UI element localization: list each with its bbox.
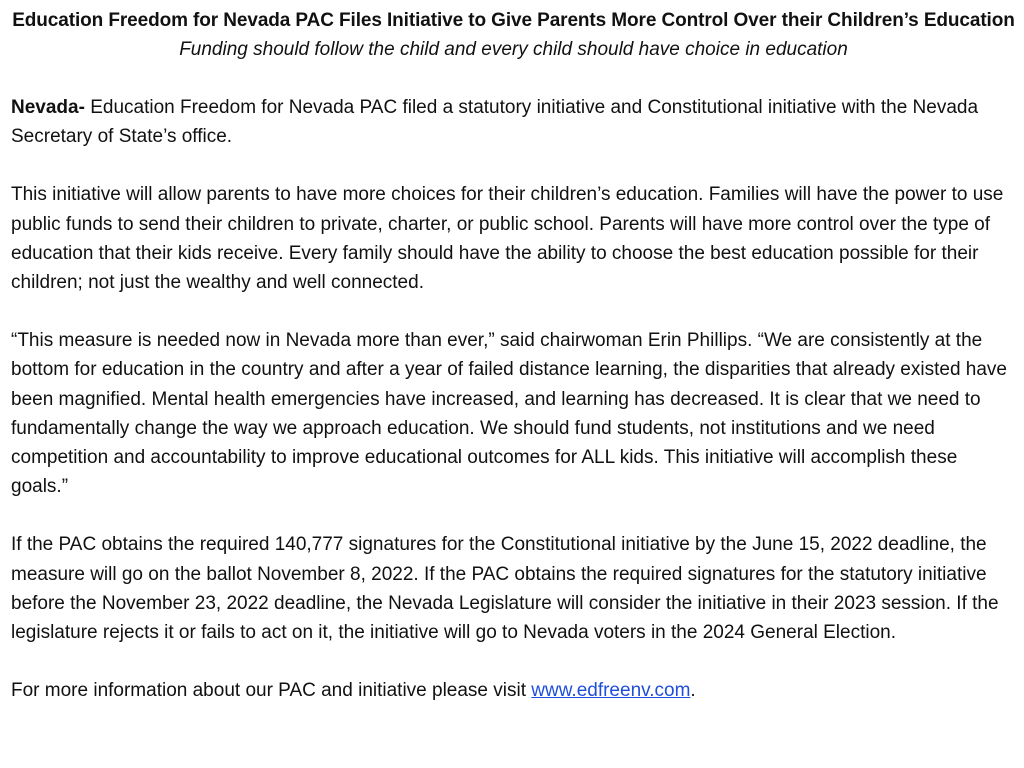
document-subtitle: Funding should follow the child and every child should have choice in education [179, 39, 848, 60]
more-info-period: . [690, 680, 696, 702]
dateline-label: Nevada- [11, 97, 85, 118]
website-link[interactable]: www.edfreenv.com [531, 680, 691, 702]
paragraph-initiative-description: This initiative will allow parents to have more choices for their children’s education. Families will have the power to use public funds to send their children to private, charter, or public school. Parents will have more control over the type of education that their kids receive. Every family should have the ability to choose the best education possible for their children; not just the wealthy and well connected. [11, 184, 1004, 294]
intro-text: Education Freedom for Nevada PAC filed a statutory initiative and Constitutional initiative with the Nevada Secretary of State’s office. [11, 97, 979, 148]
document-title: Education Freedom for Nevada PAC Files Initiative to Give Parents More Control Over their Children’s Education [12, 10, 1015, 31]
paragraph-intro [11, 93, 1016, 151]
paragraph-more-info [11, 676, 1016, 705]
paragraph-signatures-deadlines: If the PAC obtains the required 140,777 signatures for the Constitutional initiative by the June 15, 2022 deadline, the measure will go on the ballot November 8, 2022. If the PAC obtains the required signatures for the statutory initiative before the November 23, 2022 deadline, the Nevada Legislature will consider the initiative in their 2023 session. If the legislature rejects it or fails to act on it, the initiative will go to Nevada voters in the 2024 General Election. [11, 534, 999, 644]
paragraph-quote: “This measure is needed now in Nevada more than ever,” said chairwoman Erin Phillips. “We are consistently at the bottom for education in the country and after a year of failed distance learning, the disparities that already existed have been magnified. Mental health emergencies have increased, and learning has decreased. It is clear that we need to fundamentally change the way we approach education. We should fund students, not institutions and we need competition and accountability to improve educational outcomes for ALL kids. This initiative will accomplish these goals.” [11, 330, 1007, 498]
more-info-text: For more information about our PAC and initiative please visit [11, 680, 532, 702]
